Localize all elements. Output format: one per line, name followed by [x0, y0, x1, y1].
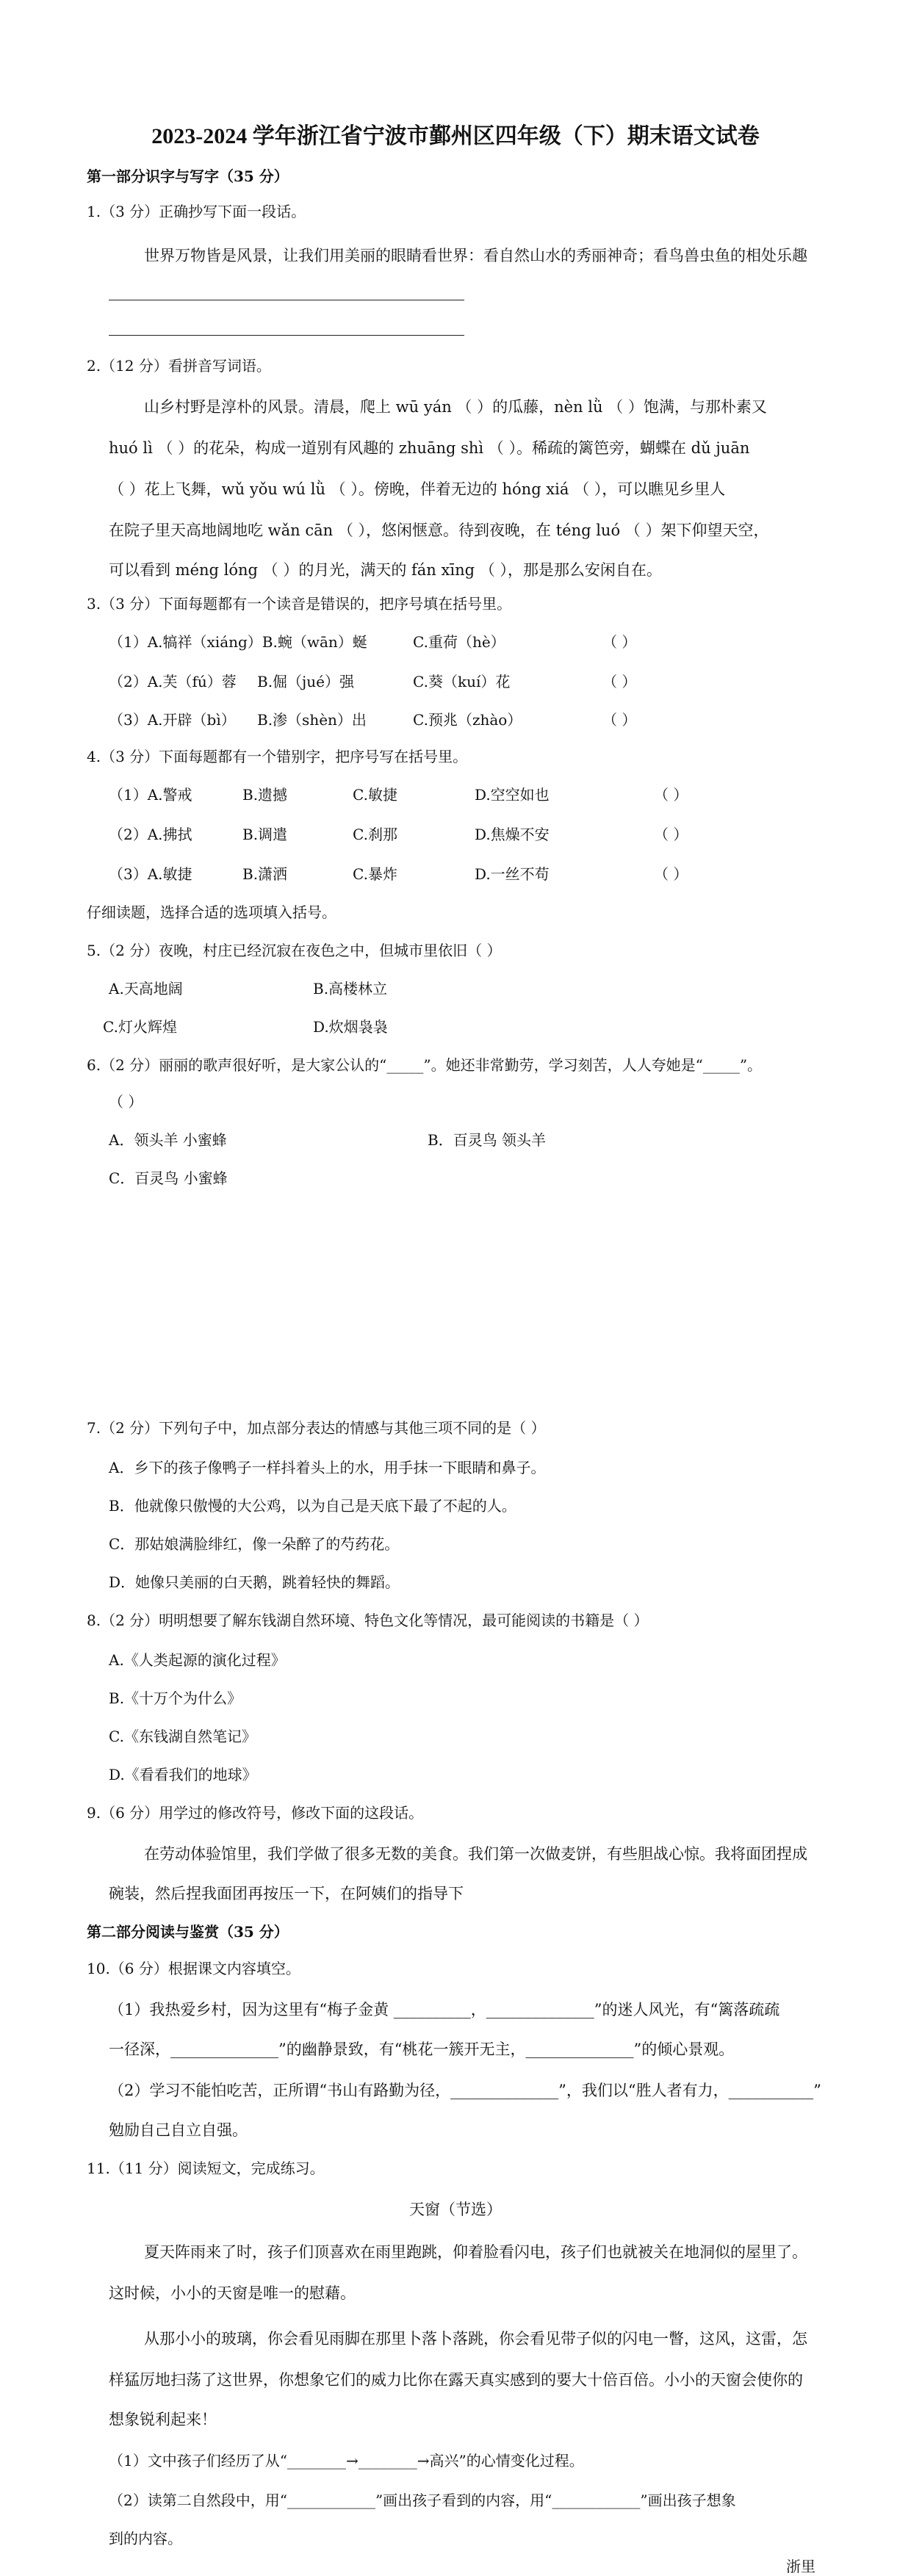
q3-row1-bracket[interactable]: （ ） [602, 633, 637, 651]
q4-row2-a: （2）A.拂拭 [109, 826, 192, 843]
q6-option-b[interactable]: B．百灵鸟 领头羊 [428, 1131, 547, 1149]
page-title: 2023-2024 学年浙江省宁波市鄞州区四年级（下）期末语文试卷 [151, 124, 760, 148]
q5-option-a[interactable]: A.天高地阔 [109, 980, 183, 997]
q3-row3-bracket[interactable]: （ ） [602, 711, 637, 729]
q11-sub2-line2: 到的内容。 [109, 2530, 182, 2547]
q3-row3-a: （3）A.开辟（bì） [109, 711, 236, 729]
passage-line: 样猛厉地扫荡了这世界，你想象它们的威力比你在露天真实感到的要大十倍百倍。小小的天窗会使你的 [109, 2371, 803, 2389]
q4-row2-c: C.刹那 [353, 826, 397, 843]
q3-row3-c: C.预兆（zhào） [413, 711, 522, 729]
q11-sub1: （1）文中孩子们经历了从“________→________→高兴”的心情变化过程。 [109, 2452, 584, 2469]
q3-row2-bracket[interactable]: （ ） [602, 673, 637, 690]
q5-option-c[interactable]: C.灯火辉煌 [103, 1018, 177, 1036]
q11-sub2-line1: （2）读第二自然段中，用“____________”画出孩子看到的内容，用“____________”画出孩子想象 [109, 2492, 736, 2509]
q8-option-c[interactable]: C.《东钱湖自然笔记》 [109, 1728, 256, 1745]
q3-row1-ab: （1）A.犒祥（xiáng）B.蜿（wān）蜒 [109, 633, 367, 651]
q4-row3-bracket[interactable]: （ ） [654, 865, 688, 883]
q4-row1-c: C.敏捷 [353, 786, 397, 804]
q4-row3-a: （3）A.敏捷 [109, 865, 192, 883]
q7-option-c[interactable]: C．那姑娘满脸绯红，像一朵醉了的芍药花。 [109, 1535, 400, 1553]
q6-stem: 6.（2 分）丽丽的歌声很好听，是大家公认的“_____”。她还非常勤劳，学习刻苦，人人夸她是“_____”。 [87, 1056, 763, 1074]
passage-line: 想象锐利起来！ [109, 2411, 217, 2428]
q9-stem: 9.（6 分）用学过的修改符号，修改下面的这段话。 [87, 1804, 424, 1822]
q10-line: （1）我热爱乡村，因为这里有“梅子金黄 __________，______________”的迷人风光，有“篱落疏疏 [109, 2001, 780, 2018]
q3-row2-b: B.倔（jué）强 [257, 673, 354, 690]
q8-option-a[interactable]: A.《人类起源的演化过程》 [109, 1651, 286, 1669]
q4-row1-b: B.遗撼 [242, 786, 288, 804]
q7-option-a[interactable]: A．乡下的孩子像鸭子一样抖着头上的水，用手抹一下眼睛和鼻子。 [109, 1459, 546, 1476]
q2-line: huó lì （ ）的花朵，构成一道别有风趣的 zhuāng shì （ ）。稀疏的篱笆旁，蝴蝶在 dǔ juān [109, 439, 750, 457]
q2-line: （ ）花上飞舞，wǔ yǒu wú lǜ （ ）。傍晚，伴着无边的 hóng xiá （ ），可以瞧见乡里人 [109, 480, 726, 498]
q4-row2-bracket[interactable]: （ ） [654, 826, 688, 843]
q2-line: 在院子里天高地阔地吃 wǎn cān （ ），悠闲惬意。待到夜晚，在 téng luó （ ）架下仰望天空， [109, 522, 769, 539]
q4-row3-b: B.潇洒 [242, 865, 288, 883]
q3-row3-b: B.渗（shèn）出 [257, 711, 367, 729]
q8-stem: 8.（2 分）明明想要了解东钱湖自然环境、特色文化等情况，最可能阅读的书籍是（ ） [87, 1612, 649, 1629]
q5-option-d[interactable]: D.炊烟袅袅 [313, 1018, 388, 1036]
q3-row1-c: C.重荷（hè） [413, 633, 505, 651]
q1-answer-line-2[interactable] [109, 335, 464, 336]
part2-heading: 第二部分阅读与鉴赏（35 分） [87, 1923, 289, 1941]
q6-option-c[interactable]: C．百灵鸟 小蜜蜂 [109, 1169, 228, 1187]
q6-bracket[interactable]: （ ） [109, 1093, 143, 1111]
q9-paragraph-line2: 碗装，然后捏我面团再按压一下，在阿姨们的指导下 [109, 1885, 464, 1902]
q10-line: （2）学习不能怕吃苦，正所谓“书山有路勤为径，______________”，我们以“胜人者有力，___________” [109, 2082, 821, 2099]
q1-stem: 1.（3 分）正确抄写下面一段话。 [87, 203, 306, 220]
q9-paragraph-line1: 在劳动体验馆里，我们学做了很多无数的美食。我们第一次做麦饼，有些胆战心惊。我将面团捏成 [144, 1845, 807, 1863]
q4-row1-d: D.空空如也 [475, 786, 550, 804]
q2-line: 山乡村野是淳朴的风景。清晨，爬上 wū yán （ ）的瓜藤，nèn lǜ （ ）饱满，与那朴素又 [144, 398, 767, 416]
q6-option-a[interactable]: A．领头羊 小蜜蜂 [109, 1131, 227, 1149]
q4-row2-d: D.焦燥不安 [475, 826, 550, 843]
passage-line: 夏天阵雨来了时，孩子们顶喜欢在雨里跑跳，仰着脸看闪电，孩子们也就被关在地洞似的屋里了。 [144, 2243, 807, 2261]
q10-stem: 10.（6 分）根据课文内容填空。 [87, 1960, 300, 1977]
q8-option-b[interactable]: B.《十万个为什么》 [109, 1689, 242, 1707]
passage-title: 天窗（节选） [409, 2201, 502, 2218]
q2-line: 可以看到 méng lóng （ ）的月光，满天的 fán xīng （ ），那是那么安闲自在。 [109, 561, 662, 579]
q10-line: 一径深，______________”的幽静景致，有“桃花一簇开无主，______________”的倾心景观。 [109, 2041, 735, 2058]
q3-stem: 3.（3 分）下面每题都有一个读音是错误的，把序号填在括号里。 [87, 595, 512, 613]
q4-row3-c: C.暴炸 [353, 865, 397, 883]
q4-row2-b: B.调遣 [242, 826, 288, 843]
q4-stem: 4.（3 分）下面每题都有一个错别字，把序号写在括号里。 [87, 748, 468, 765]
q7-option-d[interactable]: D．她像只美丽的白天鹅，跳着轻快的舞蹈。 [109, 1573, 400, 1591]
q4-row3-d: D.一丝不苟 [475, 865, 550, 883]
q1-text: 世界万物皆是风景，让我们用美丽的眼睛看世界：看自然山水的秀丽神奇；看鸟兽虫鱼的相处乐趣 [144, 247, 807, 264]
q7-option-b[interactable]: B．他就像只傲慢的大公鸡，以为自己是天底下最了不起的人。 [109, 1497, 516, 1515]
q4-row1-bracket[interactable]: （ ） [654, 786, 688, 804]
q10-line: 勉励自己自立自强。 [109, 2121, 248, 2139]
q11-stem: 11.（11 分）阅读短文，完成练习。 [87, 2160, 325, 2177]
q7-stem: 7.（2 分）下列句子中，加点部分表达的情感与其他三项不同的是（ ） [87, 1419, 546, 1437]
q4-note: 仔细读题，选择合适的选项填入括号。 [87, 903, 336, 921]
part1-heading: 第一部分识字与写字（35 分） [87, 167, 289, 185]
q5-option-b[interactable]: B.高楼林立 [313, 980, 388, 997]
passage-line: 从那小小的玻璃，你会看见雨脚在那里卜落卜落跳，你会看见带子似的闪电一瞥，这风，这雷，怎 [144, 2330, 807, 2348]
q8-option-d[interactable]: D.《看看我们的地球》 [109, 1766, 257, 1783]
q3-row2-c: C.葵（kuí）花 [413, 673, 511, 690]
q4-row1-a: （1）A.警戒 [109, 786, 192, 804]
q5-stem: 5.（2 分）夜晚，村庄已经沉寂在夜色之中，但城市里依旧（ ） [87, 942, 502, 959]
passage-line: 这时候，小小的天窗是唯一的慰藉。 [109, 2284, 356, 2302]
q2-stem: 2.（12 分）看拼音写词语。 [87, 357, 271, 375]
footer-mark: 浙里 [786, 2558, 815, 2575]
q3-row2-a: （2）A.芙（fú）蓉 [109, 673, 237, 690]
